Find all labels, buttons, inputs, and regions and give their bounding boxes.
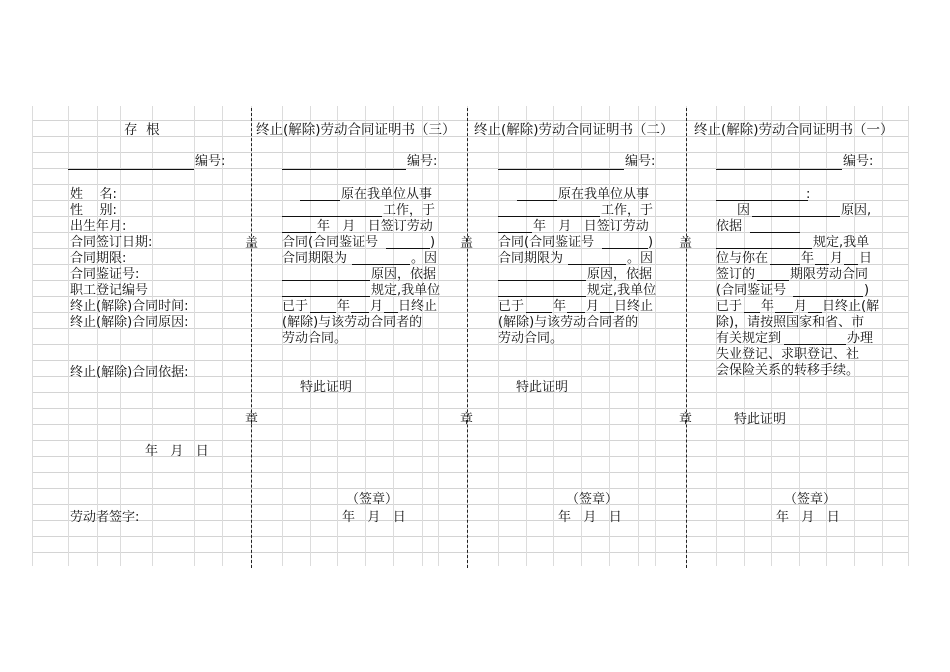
copy1-blank-9 xyxy=(784,344,846,345)
copy2-line-3: 年 月 日签订劳动 xyxy=(533,219,649,234)
seal-gai-2: 盖 xyxy=(460,236,474,251)
stub-field-sign-date: 合同签订日期: xyxy=(70,235,153,250)
copy1-line4-b: 年 xyxy=(801,251,815,266)
copy1-line6-a: (合同鉴证号 xyxy=(716,283,787,298)
copy2-certify: 特此证明 xyxy=(516,380,569,395)
copy3-line-5: 合同期限为 xyxy=(282,251,348,266)
copy2-line-8a: 已于 xyxy=(498,299,525,314)
stub-number-line xyxy=(68,169,194,170)
copy1-blank-5 xyxy=(757,280,789,281)
copy3-certify: 特此证明 xyxy=(300,380,353,395)
copy3-blank-9 xyxy=(351,312,369,313)
copy2-blank-4 xyxy=(602,248,648,249)
copy1-certify: 特此证明 xyxy=(734,412,787,427)
copy1-line8: 除)，请按照国家和省、市 xyxy=(716,315,865,330)
copy1-line11: 会保险关系的转移手续。 xyxy=(716,363,860,378)
copy3-number-line xyxy=(282,169,406,170)
copy3-blank-10 xyxy=(384,312,398,313)
copy2-line-8d: 日终止 xyxy=(614,299,654,314)
stub-basis-label: 终止(解除)合同依据: xyxy=(70,365,189,380)
copy2-blank-1 xyxy=(517,200,557,201)
copy3-date: 年 月 日 xyxy=(342,510,406,525)
copy2-title: 终止(解除)劳动合同证明书（二） xyxy=(474,122,674,138)
copy2-line-9: (解除)与该劳动合同者的 xyxy=(498,315,639,330)
stub-date: 年 月 日 xyxy=(145,444,209,459)
copy2-line-5b: 。因 xyxy=(627,251,654,266)
copy1-line7-d: 日终止(解 xyxy=(822,299,880,314)
copy2-blank-5 xyxy=(568,264,626,265)
copy1-title: 终止(解除)劳动合同证明书（一） xyxy=(694,122,894,138)
copy1-blank-7c xyxy=(808,312,822,313)
cut-line-2 xyxy=(467,108,468,568)
copy2-line-2: 工作，于 xyxy=(601,203,654,218)
copy1-regulation: 规定,我单 xyxy=(813,235,870,250)
copy1-line7-c: 月 xyxy=(794,299,808,314)
copy3-line-1: 原在我单位从事 xyxy=(341,187,433,202)
copy1-line4-c: 月 xyxy=(830,251,844,266)
copy2-line-8c: 月 xyxy=(586,299,600,314)
stub-field-end-reason: 终止(解除)合同原因: xyxy=(70,315,189,330)
copy3-blank-4 xyxy=(386,248,430,249)
copy3-line-6: 原因，依据 xyxy=(371,267,437,282)
copy1-line5-b: 期限劳动合同 xyxy=(790,267,869,282)
copy2-blank-10 xyxy=(600,312,614,313)
copy2-line-8b: 年 xyxy=(553,299,567,314)
stub-field-gender: 性 别: xyxy=(70,203,117,218)
stub-number-label: 编号: xyxy=(195,154,226,169)
copy3-line-10: 劳动合同。 xyxy=(282,331,348,346)
copy3-line-7: 规定,我单位 xyxy=(371,283,441,298)
stub-field-end-time: 终止(解除)合同时间: xyxy=(70,299,189,314)
seal-zhang-3: 章 xyxy=(679,412,693,427)
seal-zhang-2: 章 xyxy=(460,412,474,427)
copy2-date: 年 月 日 xyxy=(558,510,622,525)
stub-field-worker-no: 职工登记编号 xyxy=(70,283,149,298)
copy1-number-label: 编号: xyxy=(843,154,874,169)
copy2-line-4b: ) xyxy=(648,235,654,250)
copy2-line-10: 劳动合同。 xyxy=(498,331,564,346)
copy3-line-5b: 。因 xyxy=(411,251,438,266)
copy1-yin: 因 xyxy=(737,203,751,218)
copy3-line-8b: 年 xyxy=(337,299,351,314)
seal-zhang-1: 章 xyxy=(245,412,259,427)
copy1-line4-d: 日 xyxy=(859,251,873,266)
copy1-blank-basis xyxy=(750,232,800,233)
copy1-basis: 依据 xyxy=(716,219,743,234)
copy2-blank-2 xyxy=(498,216,600,217)
copy2-blank-3 xyxy=(498,232,532,233)
copy3-line-8c: 月 xyxy=(370,299,384,314)
copy1-number-line xyxy=(716,169,842,170)
cut-line-3 xyxy=(686,108,687,568)
copy3-number-label: 编号: xyxy=(407,154,438,169)
copy1-blank-4c xyxy=(844,264,858,265)
copy3-blank-1 xyxy=(300,200,340,201)
copy1-blank-reg xyxy=(716,248,812,249)
copy3-blank-5 xyxy=(352,264,410,265)
copy1-sign: （签章） xyxy=(784,492,837,507)
copy2-line-5: 合同期限为 xyxy=(498,251,564,266)
copy3-sign: （签章） xyxy=(346,492,399,507)
copy3-line-9: (解除)与该劳动合同者的 xyxy=(282,315,423,330)
copy1-date: 年 月 日 xyxy=(776,510,840,525)
copy1-blank-7a xyxy=(744,312,760,313)
copy3-blank-6 xyxy=(282,280,370,281)
copy3-line-4: 合同(合同鉴证号 xyxy=(282,235,379,250)
copy1-blank-name xyxy=(716,200,808,201)
copy3-blank-7 xyxy=(282,296,370,297)
seal-gai-1: 盖 xyxy=(245,236,259,251)
copy1-line7-a: 已于 xyxy=(716,299,743,314)
copy3-blank-2 xyxy=(282,216,382,217)
copy1-line7-b: 年 xyxy=(761,299,775,314)
seal-gai-3: 盖 xyxy=(679,236,693,251)
copy2-line-4: 合同(合同鉴证号 xyxy=(498,235,595,250)
copy2-blank-6 xyxy=(498,280,586,281)
stub-title: 存 根 xyxy=(124,122,160,138)
copy1-line9-a: 有关规定到 xyxy=(716,331,782,346)
copy1-line6-b: ) xyxy=(864,283,870,298)
copy2-blank-7 xyxy=(498,296,586,297)
copy2-blank-8 xyxy=(526,312,552,313)
stub-field-cert-no: 合同鉴证号: xyxy=(70,267,140,282)
copy3-line-3: 年 月 日签订劳动 xyxy=(317,219,433,234)
copy2-line-6: 原因，依据 xyxy=(587,267,653,282)
copy3-line-8a: 已于 xyxy=(282,299,309,314)
copy1-reason: 原因, xyxy=(841,203,872,218)
copy3-blank-3 xyxy=(282,232,316,233)
copy1-line9-b: 办理 xyxy=(847,331,874,346)
copy1-blank-4a xyxy=(770,264,800,265)
copy1-line5-a: 签订的 xyxy=(716,267,756,282)
copy1-line10: 失业登记、求职登记、社 xyxy=(716,347,860,362)
stub-field-birth: 出生年月: xyxy=(70,219,127,234)
copy3-line-4b: ) xyxy=(430,235,436,250)
copy2-line-7: 规定,我单位 xyxy=(587,283,657,298)
copy2-number-label: 编号: xyxy=(625,154,656,169)
copy3-blank-8 xyxy=(310,312,336,313)
copy1-colon: : xyxy=(806,187,811,202)
stub-field-name: 姓 名: xyxy=(70,187,117,202)
copy2-sign: （签章） xyxy=(566,492,619,507)
copy3-title: 终止(解除)劳动合同证明书（三） xyxy=(256,122,456,138)
stub-field-term: 合同期限: xyxy=(70,251,127,266)
stub-worker-sign: 劳动者签字: xyxy=(70,510,140,525)
copy2-blank-9 xyxy=(567,312,585,313)
cut-line-1 xyxy=(251,108,252,568)
copy1-blank-7b xyxy=(775,312,793,313)
copy3-line-8d: 日终止 xyxy=(398,299,438,314)
copy3-line-2: 工作，于 xyxy=(383,203,436,218)
copy1-blank-reason xyxy=(752,216,840,217)
copy2-line-1: 原在我单位从事 xyxy=(558,187,650,202)
copy2-number-line xyxy=(498,169,624,170)
copy1-blank-6 xyxy=(793,296,863,297)
copy1-line4-a: 位与你在 xyxy=(716,251,769,266)
copy1-blank-4b xyxy=(815,264,829,265)
